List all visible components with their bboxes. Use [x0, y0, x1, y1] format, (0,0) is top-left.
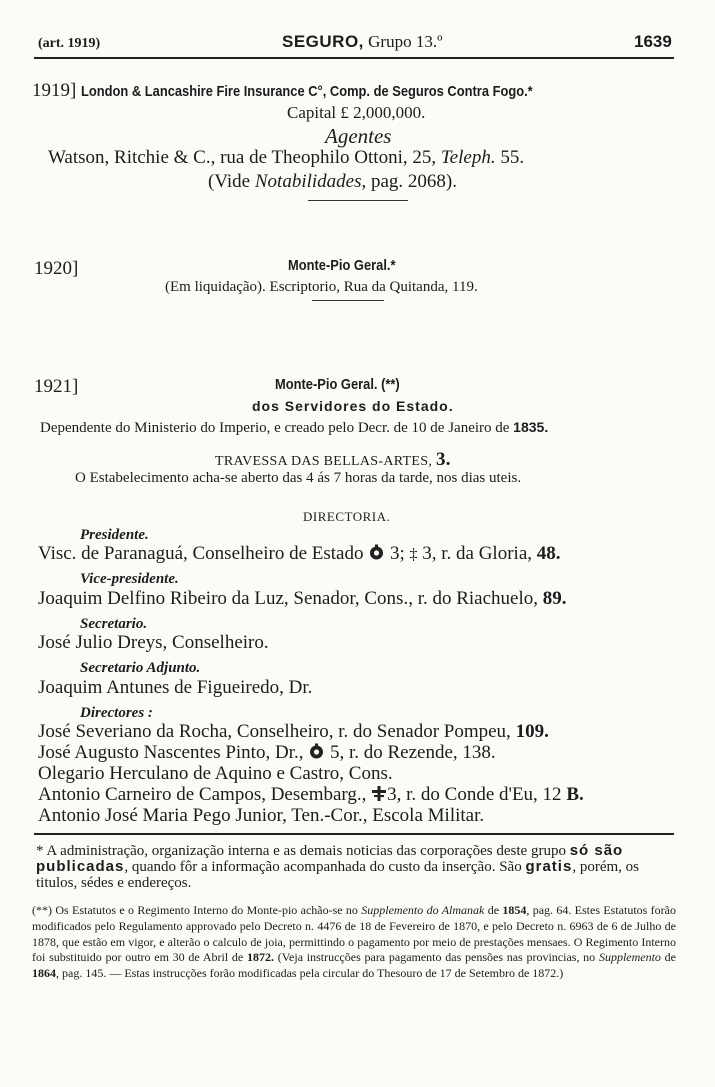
director-row	[38, 721, 549, 743]
fn2-year-1: 1854	[502, 903, 527, 917]
entry-1919-heading	[32, 80, 606, 102]
role-presidente: Presidente.	[80, 527, 149, 543]
fn2-e: de	[660, 950, 677, 965]
director-1-text: José Severiano da Rocha, Conselheiro, r. do Senador Pompeu,	[38, 721, 516, 742]
fn2-c: , pag. 64. Estes Estatutos forão modificados pelo Regulamento approvado pelo Decreto n. 4476 de 18 de Fevereiro de 1870, e pelo Decreto n. 6963 de 6 de Julho de 1878, que estão em vigor, e alterão o calculo de joia, permittindo o pagamento por meio de prestações mensaes. O Regimento Interno foi substituido por outro em 30 de Abril de	[32, 903, 676, 965]
director-4-text-b: 3, r. do Conde d'Eu, 12	[387, 784, 567, 805]
presidente-a: Visc. de Paranaguá, Conselheiro de Estado	[38, 543, 369, 564]
footnote-star-heavy2: gratis	[525, 858, 573, 875]
entry-1920-subtitle: (Em liquidação). Escriptorio, Rua da Quitanda, 119.	[165, 279, 478, 295]
director-row	[38, 742, 496, 764]
entry-1919-agents-address	[48, 147, 524, 169]
director-4-num: B.	[566, 784, 584, 805]
vice-a: Joaquim Delfino Ribeiro da Luz, Senador, Cons., r. do Riachuelo,	[38, 588, 543, 609]
entry-1919-agents-label: Agentes	[325, 124, 392, 148]
vide-b: , pag. 2068).	[361, 171, 458, 192]
order-rose-icon	[368, 543, 385, 564]
header-section	[282, 32, 442, 52]
entry-1921-dependency	[40, 419, 548, 437]
header-section-group: Grupo 13.º	[368, 32, 443, 51]
role-vice-presidente: Vice-presidente.	[80, 571, 179, 587]
person-secretario: José Julio Dreys, Conselheiro.	[38, 632, 269, 653]
fn2-italic-2: Supplemento	[598, 950, 661, 965]
fn2-b: de	[484, 903, 503, 917]
director-2-text-b: 5, r. do Rezende, 138.	[325, 742, 496, 763]
vide-a: (Vide	[208, 171, 255, 192]
entry-1920-number: 1920]	[34, 258, 79, 279]
entry-1921-number: 1921]	[34, 376, 79, 397]
presidente-c: 3, r. da Gloria,	[417, 543, 537, 564]
header-section-bold: SEGURO,	[282, 32, 364, 51]
director-row	[38, 805, 484, 827]
presidente-num: 48.	[536, 543, 561, 564]
address-street: TRAVESSA DAS BELLAS-ARTES,	[215, 454, 436, 469]
fn2-italic-1: Supplemento do Almanak	[361, 903, 485, 917]
fn2-a: (**) Os Estatutos e o Regimento Interno do Monte-pio achão-se no	[32, 903, 362, 917]
agents-address-a: Watson, Ritchie & C., rua de Theophilo Ottoni, 25,	[48, 147, 441, 168]
entry-1919-title: London & Lancashire Fire Insurance C°, Comp. de Seguros Contra Fogo.*	[80, 83, 533, 100]
order-cross-icon: ‡	[409, 546, 418, 563]
footnote-rule	[34, 833, 674, 835]
entry-1920-title: Monte-Pio Geral.*	[288, 257, 396, 274]
fn2-year-3: 1864	[32, 966, 56, 981]
entry-1919-divider	[308, 200, 408, 201]
entry-1921-address	[215, 449, 451, 471]
entry-1921-title: Monte-Pio Geral. (**)	[275, 376, 400, 393]
vice-num: 89.	[542, 588, 567, 609]
fn2-year-2: 1872.	[246, 950, 274, 965]
entry-1919-vide	[208, 171, 457, 193]
person-presidente	[38, 543, 561, 565]
dependency-year: 1835.	[513, 419, 549, 435]
role-secretario: Secretario.	[80, 616, 148, 632]
order-cross-icon	[371, 784, 387, 805]
entry-1921-subtitle: dos Servidores do Estado.	[252, 398, 454, 414]
director-row	[38, 784, 584, 806]
footnote-star-c: , porém, os titulos, sédes e endereços.	[36, 859, 639, 891]
agents-address-b: 55.	[495, 147, 525, 168]
address-number: 3.	[435, 449, 451, 470]
entry-1921-opening-hours: O Estabelecimento acha-se aberto das 4 ás 7 horas da tarde, nos dias uteis.	[75, 470, 522, 486]
order-rose-icon	[308, 742, 325, 763]
footnote-star	[36, 843, 676, 891]
agents-teleph: Teleph.	[440, 147, 496, 168]
person-vice-presidente	[38, 588, 567, 610]
page-number: 1639	[634, 32, 672, 51]
entry-1919-capital: Capital £ 2,000,000.	[287, 103, 426, 122]
header-rule	[34, 57, 674, 59]
director-row	[38, 763, 393, 785]
dependency-text: Dependente do Ministerio do Imperio, e creado pelo Decr. de 10 de Janeiro de	[40, 420, 514, 436]
presidente-b: 3;	[385, 543, 410, 564]
fn2-d: (Veja instrucções para pagamento das pensões nas provincias, no	[273, 950, 599, 965]
footnote-star-heavy: só são publicadas	[36, 842, 624, 875]
directory-label: DIRECTORIA.	[303, 509, 391, 524]
person-secretario-adjunto: Joaquim Antunes de Figueiredo, Dr.	[38, 677, 313, 698]
footnote-star-b: , quando fôr a informação acompanhada do custo da inserção. São	[124, 859, 526, 875]
header-article-ref: (art. 1919)	[38, 36, 101, 51]
entry-1919-number: 1919]	[32, 80, 77, 101]
role-secretario-adjunto: Secretario Adjunto.	[80, 660, 201, 676]
director-1-num: 109.	[515, 721, 549, 742]
footnote-double-star	[32, 903, 676, 982]
fn2-f: , pag. 145. — Estas instrucções forão modificadas pela circular do Thesouro de 17 de Setembro de 1872.)	[56, 966, 564, 981]
director-4-text: Antonio Carneiro de Campos, Desembarg.,	[38, 784, 372, 805]
director-5-text: Antonio José Maria Pego Junior, Ten.-Cor., Escola Militar.	[38, 805, 485, 826]
director-3-text: Olegario Herculano de Aquino e Castro, Cons.	[38, 763, 393, 784]
role-directores: Directores :	[80, 705, 153, 721]
director-2-text: José Augusto Nascentes Pinto, Dr.,	[38, 742, 309, 763]
entry-1920-divider	[312, 300, 384, 301]
footnote-star-a: * A administração, organização interna e as demais noticias das corporações deste grupo	[36, 843, 570, 859]
vide-italic: Notabilidades	[254, 171, 362, 192]
